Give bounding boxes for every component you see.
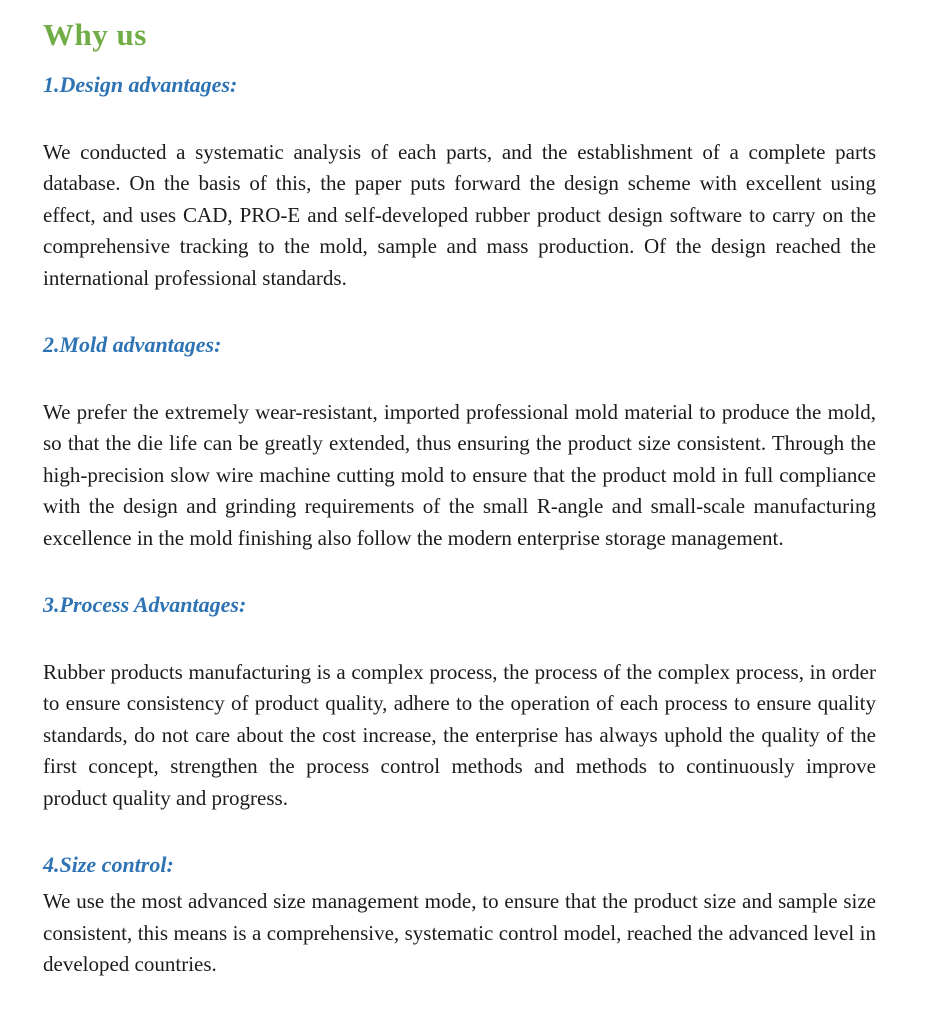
section-body-size-control: We use the most advanced size management mode, to ensure that the product size and sample size consistent, this means is a comprehensive, systematic control model, reached the advanced level in developed countries. bbox=[43, 889, 876, 977]
section-heading-mold-advantages: 2.Mold advantages: bbox=[43, 332, 222, 358]
section-design-advantages bbox=[43, 71, 876, 294]
page-title: Why us bbox=[43, 17, 147, 52]
section-heading-process-advantages: 3.Process Advantages: bbox=[43, 592, 247, 618]
section-heading-size-control: 4.Size control: bbox=[43, 852, 174, 878]
section-body-mold-advantages: We prefer the extremely wear-resistant, imported professional mold material to produce the mold, so that the die life can be greatly extended, thus ensuring the product size consistent. Through the high-precision slow wire machine cutting mold to ensure that the product mold in full compliance with the design and grinding requirements of the small R-angle and small-scale manufacturing excellence in the mold finishing also follow the modern enterprise storage management. bbox=[43, 399, 876, 550]
section-heading-design-advantages: 1.Design advantages: bbox=[43, 72, 238, 98]
section-body-process-advantages: Rubber products manufacturing is a complex process, the process of the complex process, in order to ensure consistency of product quality, adhere to the operation of each process to ensure quality standards, do not care about the cost increase, the enterprise has always uphold the quality of the first concept, strengthen the process control methods and methods to continuously improve product quality and progress. bbox=[43, 659, 876, 810]
section-size-control bbox=[43, 851, 876, 980]
section-body-design-advantages: We conducted a systematic analysis of each parts, and the establishment of a complete parts database. On the basis of this, the paper puts forward the design scheme with excellent using effect, and uses CAD, PRO-E and self-developed rubber product design software to carry on the comprehensive tracking to the mold, sample and mass production. Of the design reached the international professional standards. bbox=[43, 139, 876, 290]
section-mold-advantages bbox=[43, 331, 876, 554]
section-process-advantages bbox=[43, 591, 876, 814]
